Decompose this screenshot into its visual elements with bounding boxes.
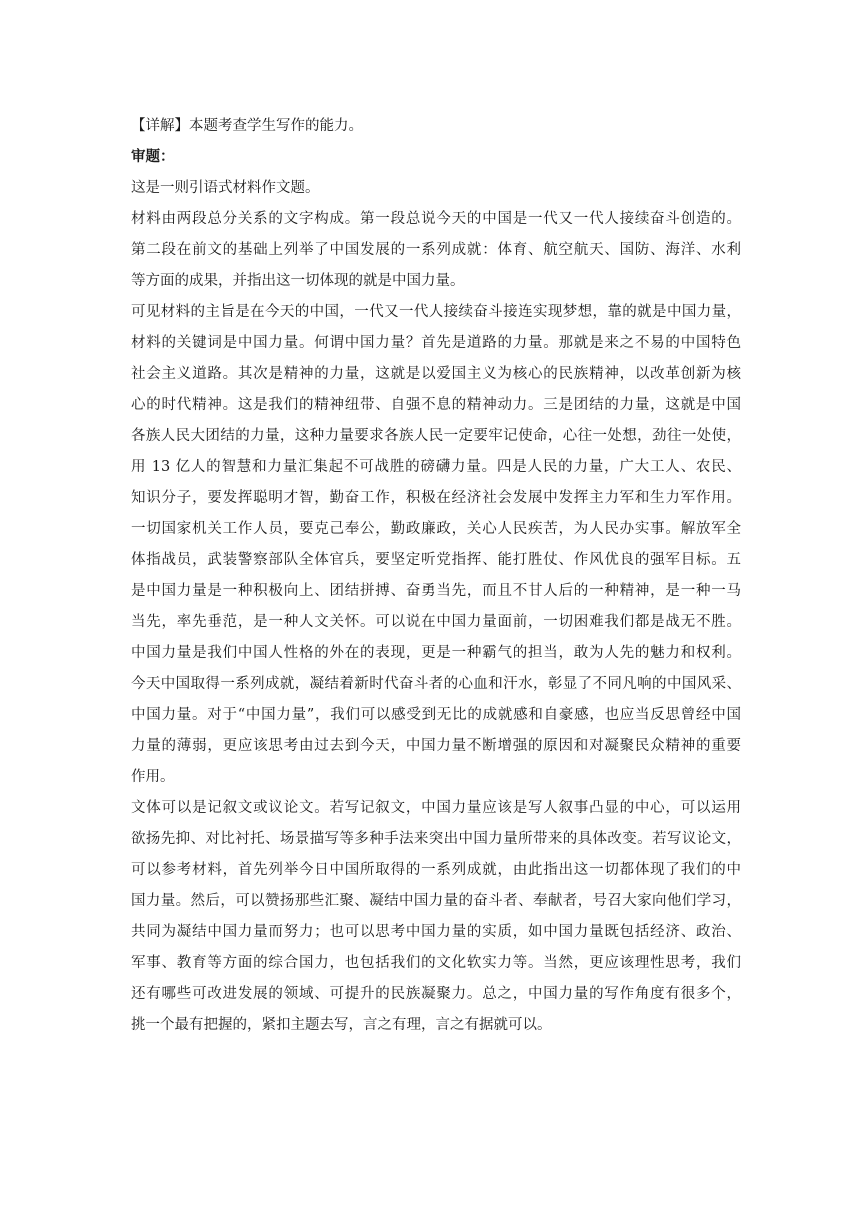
text-line: 各族人民大团结的力量，这种力量要求各族人民一定要牢记使命，心往一处想，劲往一处使， xyxy=(131,428,741,444)
text-line: 一切国家机关工作人员，要克己奉公，勤政廉政，关心人民疾苦，为人民办实事。解放军全 xyxy=(131,521,741,537)
text-line: 材料由两段总分关系的文字构成。第一段总说今天的中国是一代又一代人接续奋斗创造的。 xyxy=(131,211,741,227)
text-line: 共同为凝结中国力量而努力；也可以思考中国力量的实质，如中国力量既包括经济、政治、 xyxy=(131,924,741,940)
text-line: 可以参考材料，首先列举今日中国所取得的一系列成就，由此指出这一切都体现了我们的中 xyxy=(131,862,741,878)
text-line: 欲扬先抑、对比衬托、场景描写等多种手法来突出中国力量所带来的具体改变。若写议论文， xyxy=(131,831,741,847)
text-line: 【详解】本题考查学生写作的能力。 xyxy=(131,118,363,134)
text-line: 国力量。然后，可以赞扬那些汇聚、凝结中国力量的奋斗者、奉献者，号召大家向他们学习， xyxy=(131,893,741,909)
text-line: 军事、教育等方面的综合国力，也包括我们的文化软实力等。当然，更应该理性思考，我们 xyxy=(131,955,741,971)
text-line: 今天中国取得一系列成就，凝结着新时代奋斗者的心血和汗水，彰显了不同凡响的中国风采、 xyxy=(131,676,741,692)
text-line: 第二段在前文的基础上列举了中国发展的一系列成就：体育、航空航天、国防、海洋、水利 xyxy=(131,242,741,258)
text-line: 用 13 亿人的智慧和力量汇集起不可战胜的磅礴力量。四是人民的力量，广大工人、农民、 xyxy=(131,459,741,475)
text-line: 可见材料的主旨是在今天的中国，一代又一代人接续奋斗接连实现梦想，靠的就是中国力量， xyxy=(131,304,741,320)
text-line: 文体可以是记叙文或议论文。若写记叙文，中国力量应该是写人叙事凸显的中心，可以运用 xyxy=(131,800,741,816)
text-line: 材料的关键词是中国力量。何谓中国力量？首先是道路的力量。那就是来之不易的中国特色 xyxy=(131,335,741,351)
text-line: 社会主义道路。其次是精神的力量，这就是以爱国主义为核心的民族精神，以改革创新为核 xyxy=(131,366,741,382)
text-line: 还有哪些可改进发展的领域、可提升的民族凝聚力。总之，中国力量的写作角度有很多个， xyxy=(131,986,741,1002)
text-line: 中国力量是我们中国人性格的外在的表现，更是一种霸气的担当，敢为人先的魅力和权利。 xyxy=(131,645,741,661)
text-line: 心的时代精神。这是我们的精神纽带、自强不息的精神动力。三是团结的力量，这就是中国 xyxy=(131,397,741,413)
text-line: 力量的薄弱，更应该思考由过去到今天，中国力量不断增强的原因和对凝聚民众精神的重要 xyxy=(131,738,741,754)
text-line: 是中国力量是一种积极向上、团结拼搏、奋勇当先，而且不甘人后的一种精神，是一种一马 xyxy=(131,583,741,599)
section-heading: 审题： xyxy=(131,149,175,165)
text-line: 当先，率先垂范，是一种人文关怀。可以说在中国力量面前，一切困难我们都是战无不胜。 xyxy=(131,614,741,630)
text-line: 知识分子，要发挥聪明才智，勤奋工作，积极在经济社会发展中发挥主力军和生力军作用。 xyxy=(131,490,741,506)
answer-explanation-text xyxy=(131,111,741,1041)
text-line: 挑一个最有把握的，紧扣主题去写，言之有理，言之有据就可以。 xyxy=(131,1017,552,1033)
text-line: 这是一则引语式材料作文题。 xyxy=(131,180,320,196)
text-line: 体指战员，武装警察部队全体官兵，要坚定听党指挥、能打胜仗、作风优良的强军目标。五 xyxy=(131,552,741,568)
text-line: 等方面的成果，并指出这一切体现的就是中国力量。 xyxy=(131,273,465,289)
text-line: 作用。 xyxy=(131,769,175,785)
text-line: 中国力量。对于“中国力量”，我们可以感受到无比的成就感和自豪感，也应当反思曾经中国 xyxy=(131,707,741,723)
